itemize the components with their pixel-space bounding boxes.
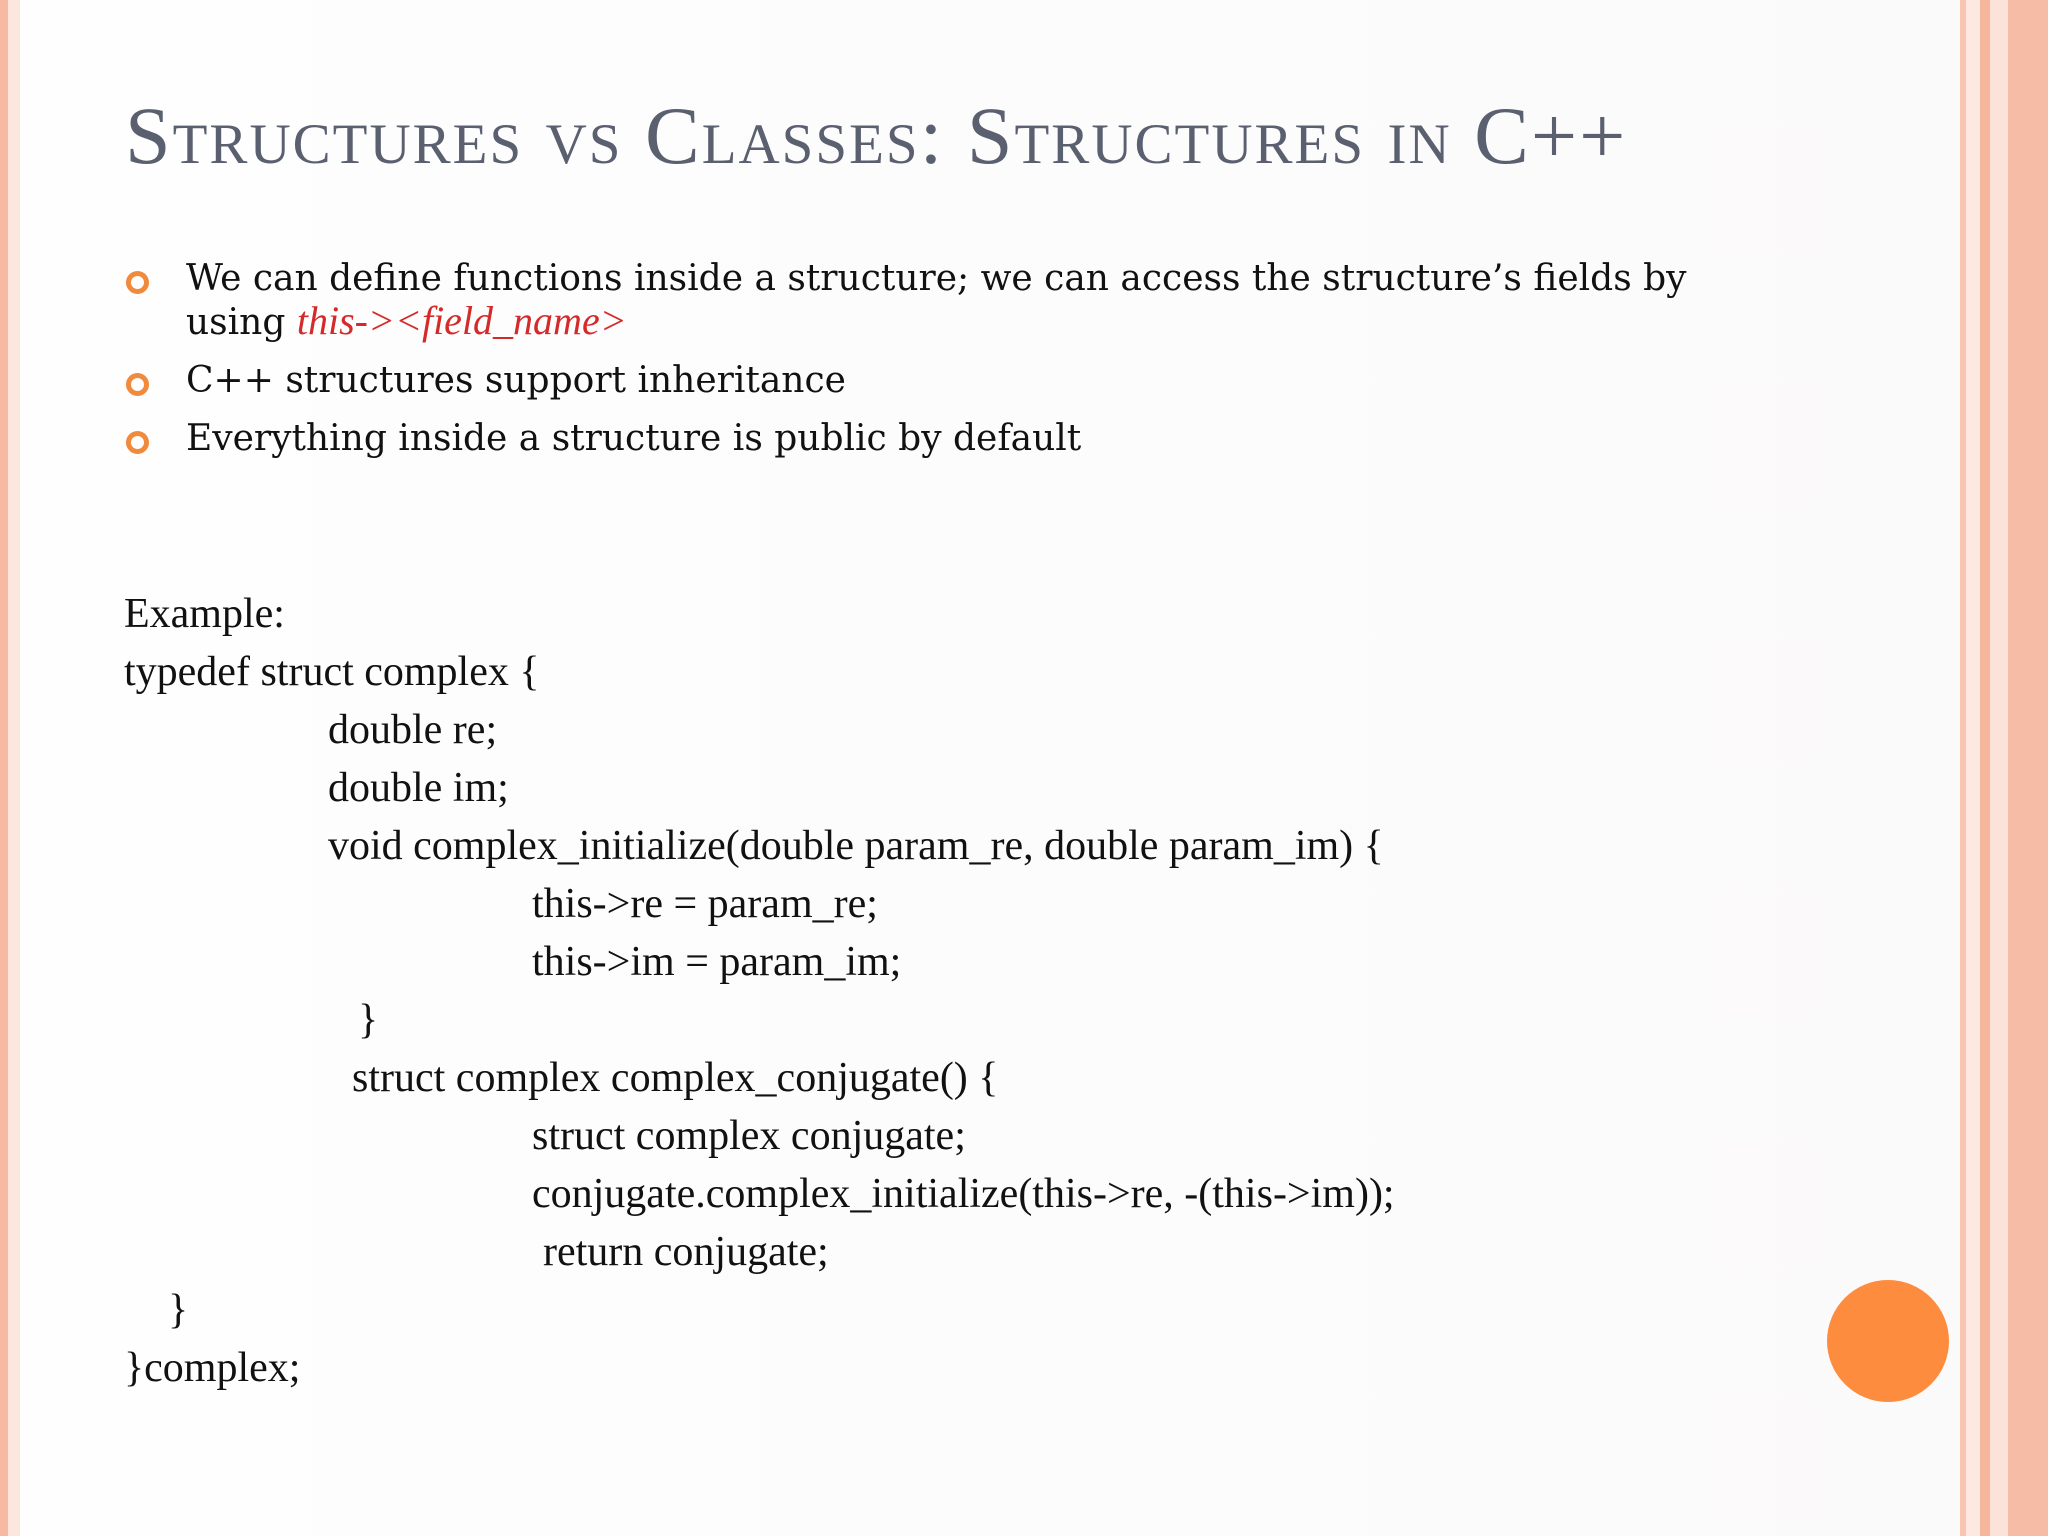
bullet-list: [126, 258, 1766, 476]
code-line: this->re = param_re;: [532, 881, 878, 927]
left-border-stripe-light: [8, 0, 20, 1536]
bullet-item-3: [126, 418, 1766, 460]
left-border-stripe: [0, 0, 8, 1536]
bullet-text-2: C++ structures support inheritance: [186, 360, 846, 401]
bullet-highlight: this-><field_name>: [296, 298, 627, 343]
slide-title: Structures vs Classes: Structures in C++: [125, 90, 1628, 181]
bullet-item-2: [126, 360, 1766, 402]
code-line: void complex_initialize(double param_re, double param_im) {: [328, 823, 1384, 869]
bullet-circle-icon: [126, 271, 149, 294]
code-line: struct complex complex_conjugate() {: [352, 1055, 999, 1101]
code-line: conjugate.complex_initialize(this->re, -(this->im));: [532, 1171, 1395, 1217]
right-border-stripe-2: [1966, 0, 1980, 1536]
decorative-orange-circle: [1827, 1280, 1949, 1402]
bullet-circle-icon: [126, 373, 149, 396]
code-line: double re;: [328, 707, 498, 753]
code-line: this->im = param_im;: [532, 939, 902, 985]
right-border-stripe-5: [2008, 0, 2048, 1536]
bullet-text-3: Everything inside a structure is public by default: [186, 418, 1082, 459]
code-line: }complex;: [124, 1345, 301, 1391]
code-line: double im;: [328, 765, 509, 811]
bullet-item-1: [126, 258, 1766, 344]
code-line: struct complex conjugate;: [532, 1113, 966, 1159]
example-label: Example:: [124, 591, 285, 637]
bullet-circle-icon: [126, 431, 149, 454]
code-line: }: [168, 1287, 189, 1333]
code-line: typedef struct complex {: [124, 649, 540, 695]
right-border-stripe-3: [1980, 0, 1990, 1536]
bullet-text-1: We can define functions inside a structure; we can access the structure’s fields by using: [186, 258, 1687, 343]
right-border-stripe-4: [1990, 0, 2008, 1536]
code-line: return conjugate;: [543, 1229, 829, 1275]
code-line: }: [358, 997, 379, 1043]
